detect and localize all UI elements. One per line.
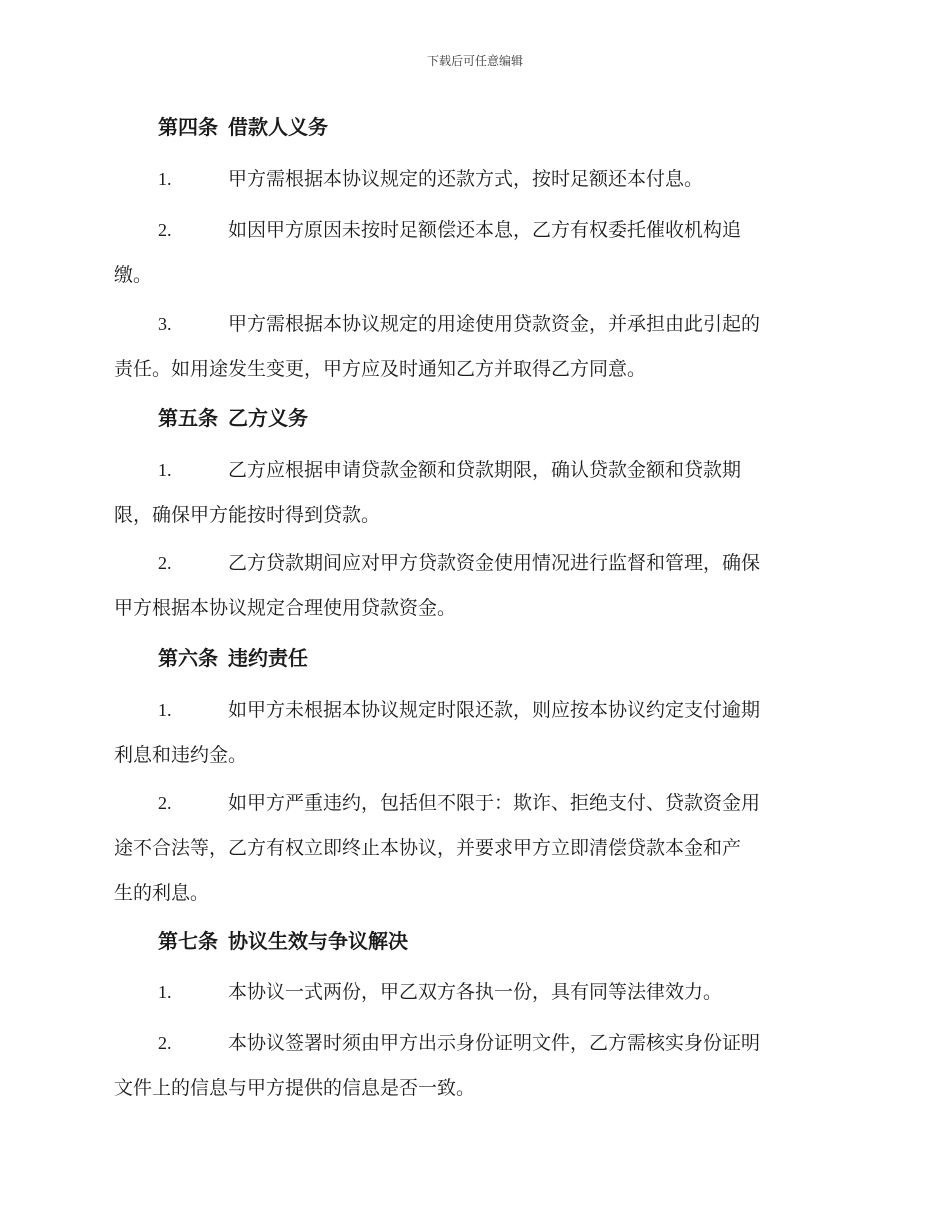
clause-number: 1. (158, 460, 172, 480)
clause-item (114, 688, 834, 778)
clause-text: 甲方需根据本协议规定的用途使用贷款资金，并承担由此引起的 (228, 313, 761, 335)
page-header: 下载后可任意编辑 (426, 54, 523, 68)
clause-text: 途不合法等，乙方有权立即终止本协议，并要求甲方立即清偿贷款本金和产 (114, 837, 742, 859)
clause-number: 1. (158, 982, 172, 1002)
article-number: 第七条 (158, 929, 218, 953)
clause-number: 2. (158, 553, 172, 573)
clause-item (114, 1021, 834, 1111)
article-title: 协议生效与争议解决 (228, 929, 408, 953)
clause-text: 缴。 (114, 264, 153, 286)
section-heading (158, 646, 308, 670)
clause-item (114, 541, 834, 631)
clause-number: 3. (158, 314, 172, 334)
clause-number: 2. (158, 1033, 172, 1053)
clause-text: 限，确保甲方能按时得到贷款。 (114, 504, 381, 526)
clause-number: 1. (158, 169, 172, 189)
clause-text: 如甲方严重违约，包括但不限于：欺诈、拒绝支付、贷款资金用 (228, 792, 761, 814)
clause-item (114, 781, 834, 916)
article-number: 第五条 (158, 406, 218, 430)
clause-number: 2. (158, 793, 172, 813)
section-heading (158, 929, 408, 953)
clause-text: 乙方应根据申请贷款金额和贷款期限，确认贷款金额和贷款期 (228, 459, 742, 481)
clause-number: 2. (158, 220, 172, 240)
clause-item (114, 970, 834, 1015)
article-title: 乙方义务 (228, 406, 308, 430)
clause-text: 本协议一式两份，甲乙双方各执一份，具有同等法律效力。 (228, 981, 723, 1003)
article-number: 第四条 (158, 115, 218, 139)
clause-item (114, 208, 834, 298)
section-heading (158, 115, 328, 139)
article-number: 第六条 (158, 646, 218, 670)
clause-item (114, 157, 834, 202)
clause-text: 责任。如用途发生变更，甲方应及时通知乙方并取得乙方同意。 (114, 358, 647, 380)
clause-text: 利息和违约金。 (114, 744, 248, 766)
clause-number: 1. (158, 700, 172, 720)
clause-text: 甲方需根据本协议规定的还款方式，按时足额还本付息。 (228, 168, 704, 190)
clause-text: 文件上的信息与甲方提供的信息是否一致。 (114, 1077, 476, 1099)
clause-text: 如甲方未根据本协议规定时限还款，则应按本协议约定支付逾期 (228, 699, 761, 721)
article-title: 借款人义务 (228, 115, 328, 139)
clause-item (114, 302, 834, 392)
section-heading (158, 406, 308, 430)
clause-item (114, 448, 834, 538)
clause-text: 本协议签署时须由甲方出示身份证明文件，乙方需核实身份证明 (228, 1032, 761, 1054)
article-title: 违约责任 (228, 646, 308, 670)
clause-text: 甲方根据本协议规定合理使用贷款资金。 (114, 597, 457, 619)
clause-text: 乙方贷款期间应对甲方贷款资金使用情况进行监督和管理，确保 (228, 552, 761, 574)
clause-text: 如因甲方原因未按时足额偿还本息，乙方有权委托催收机构追 (228, 219, 742, 241)
clause-text: 生的利息。 (114, 882, 210, 904)
